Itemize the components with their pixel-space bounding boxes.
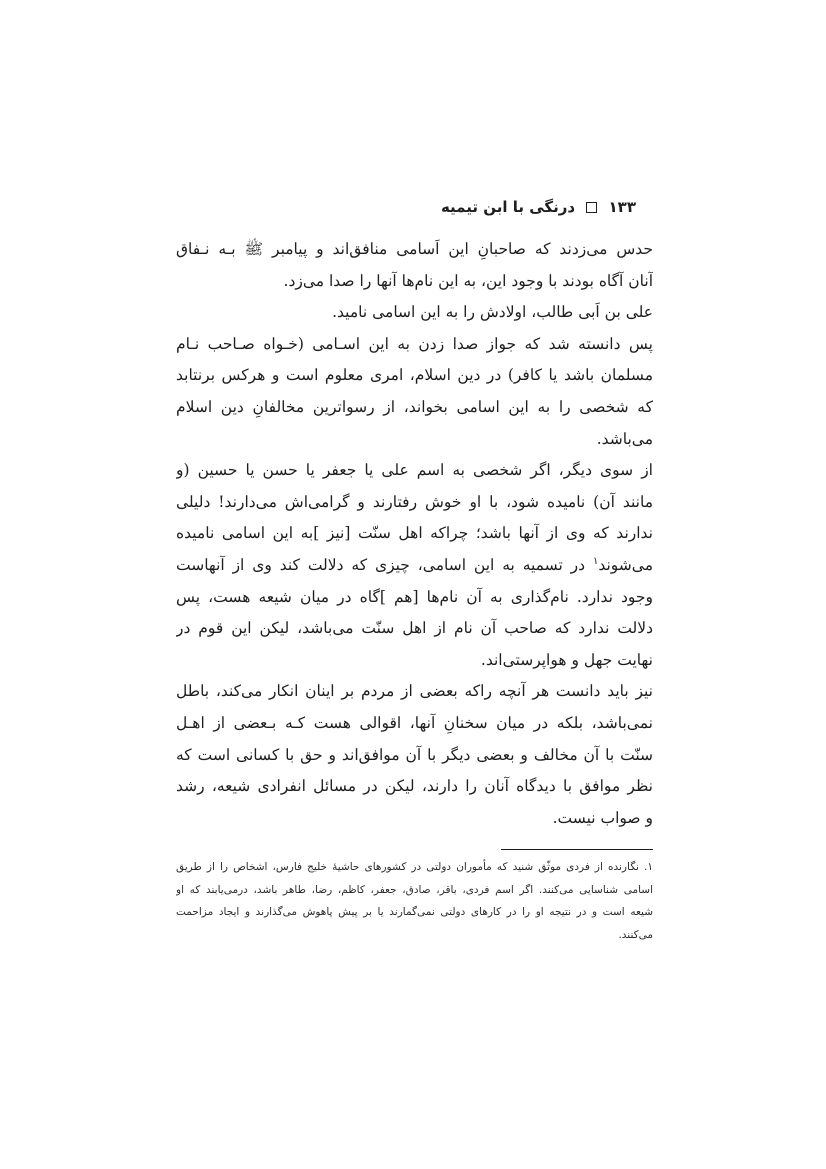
- text-line: حدس می‌زدند که صاحبانِ این اَسامی منافق‌اند و پیامبر ﷺ بـه نـفاق: [176, 240, 653, 258]
- text-fragment: می‌شوند: [598, 555, 653, 574]
- footnote-divider: [501, 849, 653, 850]
- footnote-line: اسامی شناسایی می‌کنند. اگر اسم فردی، باقر، صادق، جعفر، کاظم، رضا، طاهر باشد، درمی‌یابند که او: [176, 883, 653, 896]
- text-line: که شخصی را به این اسامی بخواند، از رسواترین مخالفانِ دین اسلام: [176, 397, 653, 416]
- text-fragment: در تسمیه به این اسامی، چیزی که دلالت کند وی از آنهاست: [176, 555, 586, 574]
- text-line: علی بن اَبی طالب، اولادش را به این اسامی نامید.: [332, 303, 653, 322]
- text-line: از سوی دیگر، اگر شخصی به اسم علی یا جعفر یا حسن یا حسین (و: [176, 461, 653, 480]
- text-line: سنّت با آن مخالف و بعضی دیگر با آن موافق‌اند و حق با کسانی است که: [176, 745, 653, 764]
- footnote-line: شیعه است و در نتیجه او را در کارهای دولتی نمی‌گمارند یا بر پیش پاهوش می‌گذارند و ایجاد مزاحمت: [176, 906, 653, 918]
- main-text: [176, 234, 653, 834]
- text-line-with-footnote: [176, 550, 653, 582]
- text-line: و صواب نیست.: [552, 808, 653, 827]
- footnotes: [176, 856, 653, 946]
- footnote-line: ۱. نگارنده از فردی موثّق شنید که مأموران دولتی در کشورهای حاشیهٔ خلیج فارس، اشخاص را از طریق: [176, 861, 653, 873]
- text-line: می‌باشد.: [596, 429, 653, 448]
- text-line: وجود ندارد. نام‌گذاری به آن نام‌ها [هم ]گاه در میان شیعه هست، پس: [176, 587, 653, 606]
- footnote-marker: ۱: [592, 555, 599, 567]
- text-line: ندارند که وی از آنها باشد؛ چراکه اهل سنّت [نیز ]به این اسامی نامیده: [176, 524, 653, 543]
- text-line: مانند آن) نامیده شود، با او خوش رفتارند و گرامی‌اش می‌دارند! دلیلی: [176, 492, 653, 511]
- text-line: دلالت ندارد که صاحب آن نام از اهل سنّت می‌باشد، لیکن این قوم در: [176, 619, 653, 638]
- page-number: ۱۳۳: [608, 198, 636, 216]
- text-line: نهایت جهل و هواپرستی‌اند.: [480, 650, 653, 669]
- square-bullet-icon: [586, 202, 597, 213]
- text-line: نظر موافق با دیدگاه آنان را دارند، لیکن در مسائل انفرادی شیعه، رشد: [176, 777, 653, 796]
- text-line: نمی‌باشد، بلکه در میان سخنانِ آنها، اقوالی هست کـه بـعضی از اهـل: [176, 713, 653, 732]
- text-line: پس دانسته شد که جواز صدا زدن به این اسـامی (خـواه صـاحب نـام: [176, 334, 653, 353]
- text-line: آنان آگاه بودند با وجود این، به این نام‌ها آنها را صدا می‌زد.: [283, 271, 653, 290]
- text-line: مسلمان باشد یا کافر) در دین اسلام، امری معلوم است و هرکس برنتابد: [176, 366, 653, 385]
- running-header: [176, 196, 636, 218]
- running-title: درنگی با ابن تیمیه: [440, 198, 576, 216]
- footnote-line: می‌کنند.: [618, 928, 653, 941]
- text-line: نیز باید دانست هر آنچه راکه بعضی از مردم بر اینان انکار می‌کند، باطل: [176, 682, 653, 701]
